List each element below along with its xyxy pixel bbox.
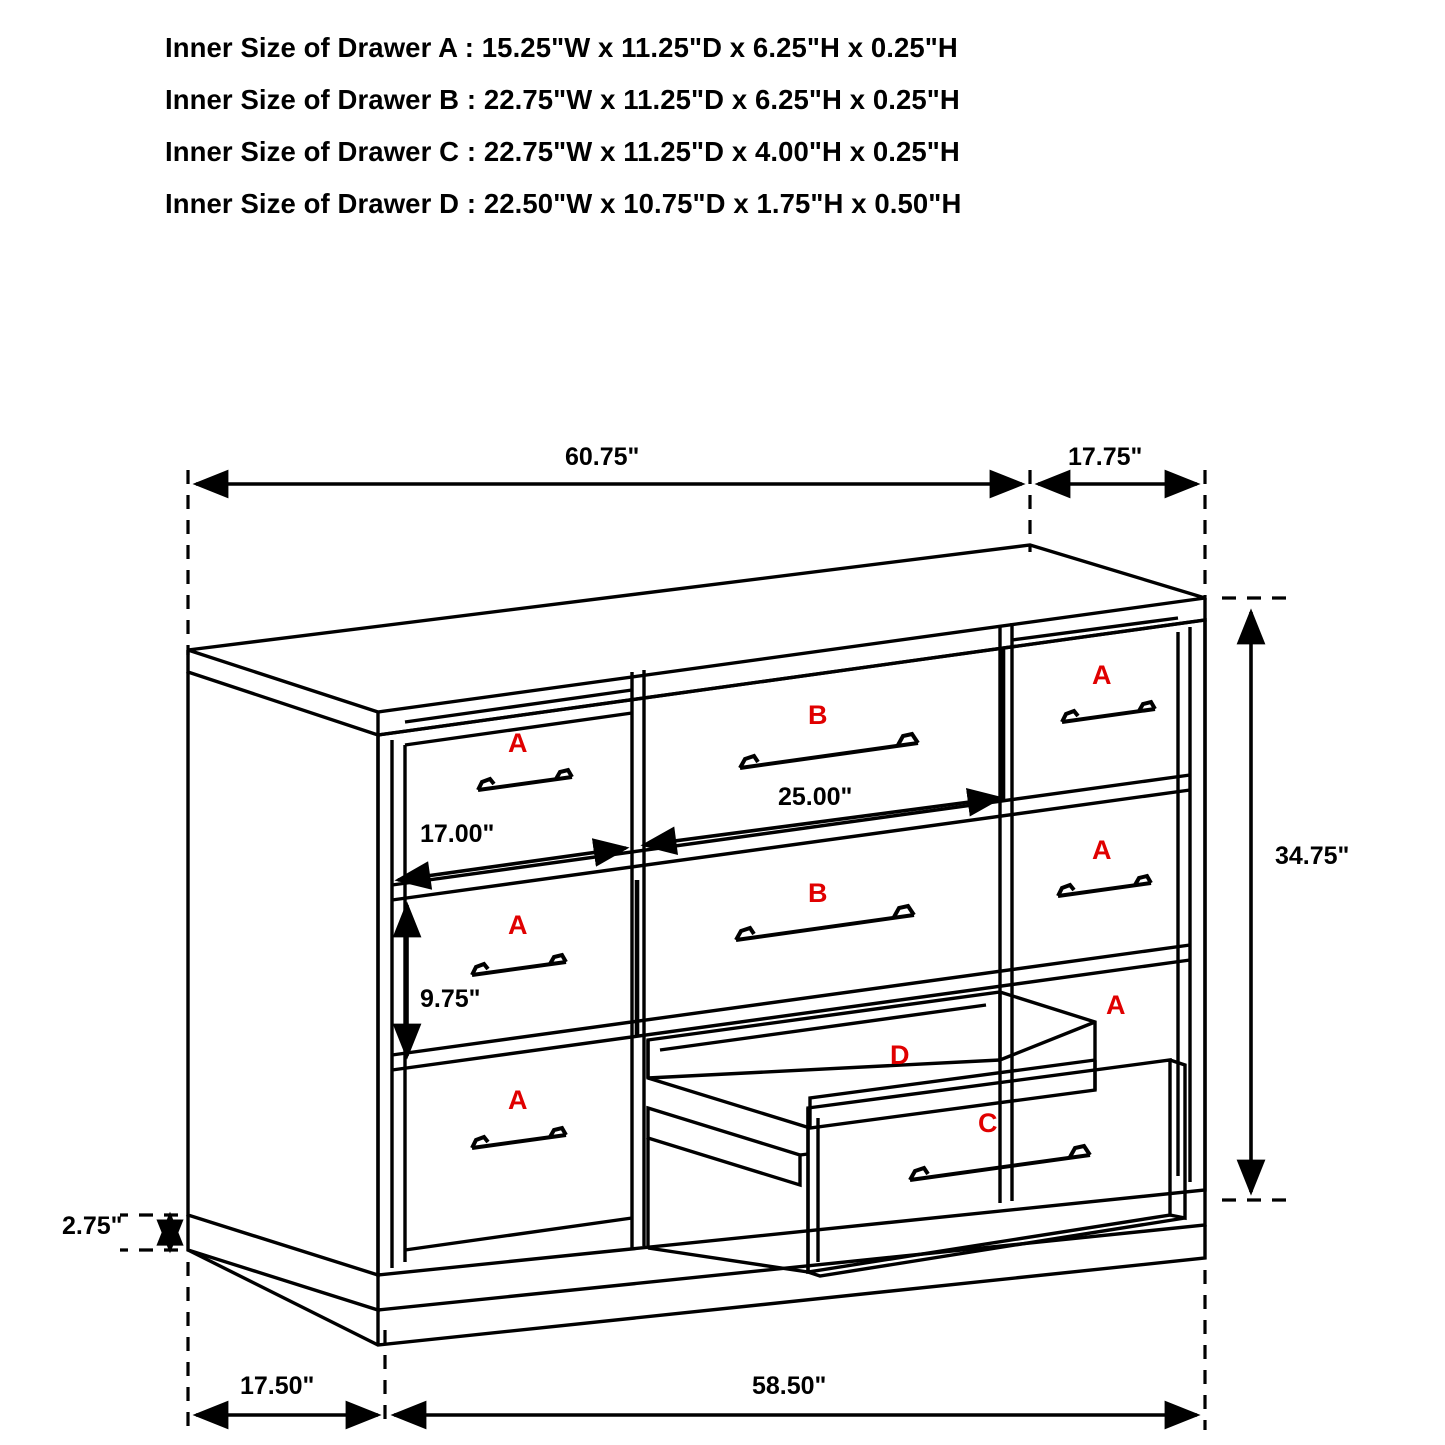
dim-drawer-height: 9.75" — [420, 985, 481, 1013]
dim-base-width: 58.50" — [752, 1372, 827, 1400]
spec-line-drawer-b: Inner Size of Drawer B : 22.75"W x 11.25"D x 6.25"H x 0.25"H — [165, 84, 960, 115]
drawer-label-a2: A — [508, 910, 528, 940]
spec-line-drawer-d: Inner Size of Drawer D : 22.50"W x 10.75"D x 1.75"H x 0.50"H — [165, 188, 962, 219]
spec-line-drawer-a: Inner Size of Drawer A : 15.25"W x 11.25"D x 6.25"H x 0.25"H — [165, 32, 958, 63]
drawer-label-d1: D — [890, 1040, 910, 1070]
drawer-label-a5: A — [1092, 835, 1112, 865]
dim-base-height: 2.75" — [62, 1212, 123, 1240]
drawer-label-c1: C — [978, 1108, 998, 1138]
dim-base-depth: 17.50" — [240, 1372, 315, 1400]
drawer-label-a4: A — [1092, 660, 1112, 690]
drawer-label-b1: B — [808, 700, 828, 730]
spec-line-drawer-c: Inner Size of Drawer C : 22.75"W x 11.25"D x 4.00"H x 0.25"H — [165, 136, 960, 167]
drawer-label-a1: A — [508, 728, 528, 758]
dim-drawer-b-width: 25.00" — [778, 783, 853, 811]
dim-top-width: 60.75" — [565, 443, 640, 471]
drawer-label-a6: A — [1106, 990, 1126, 1020]
dim-top-depth: 17.75" — [1068, 443, 1143, 471]
drawer-label-a3: A — [508, 1085, 528, 1115]
dim-right-height: 34.75" — [1275, 842, 1350, 870]
dim-drawer-a-width: 17.00" — [420, 820, 495, 848]
drawer-label-b2: B — [808, 878, 828, 908]
